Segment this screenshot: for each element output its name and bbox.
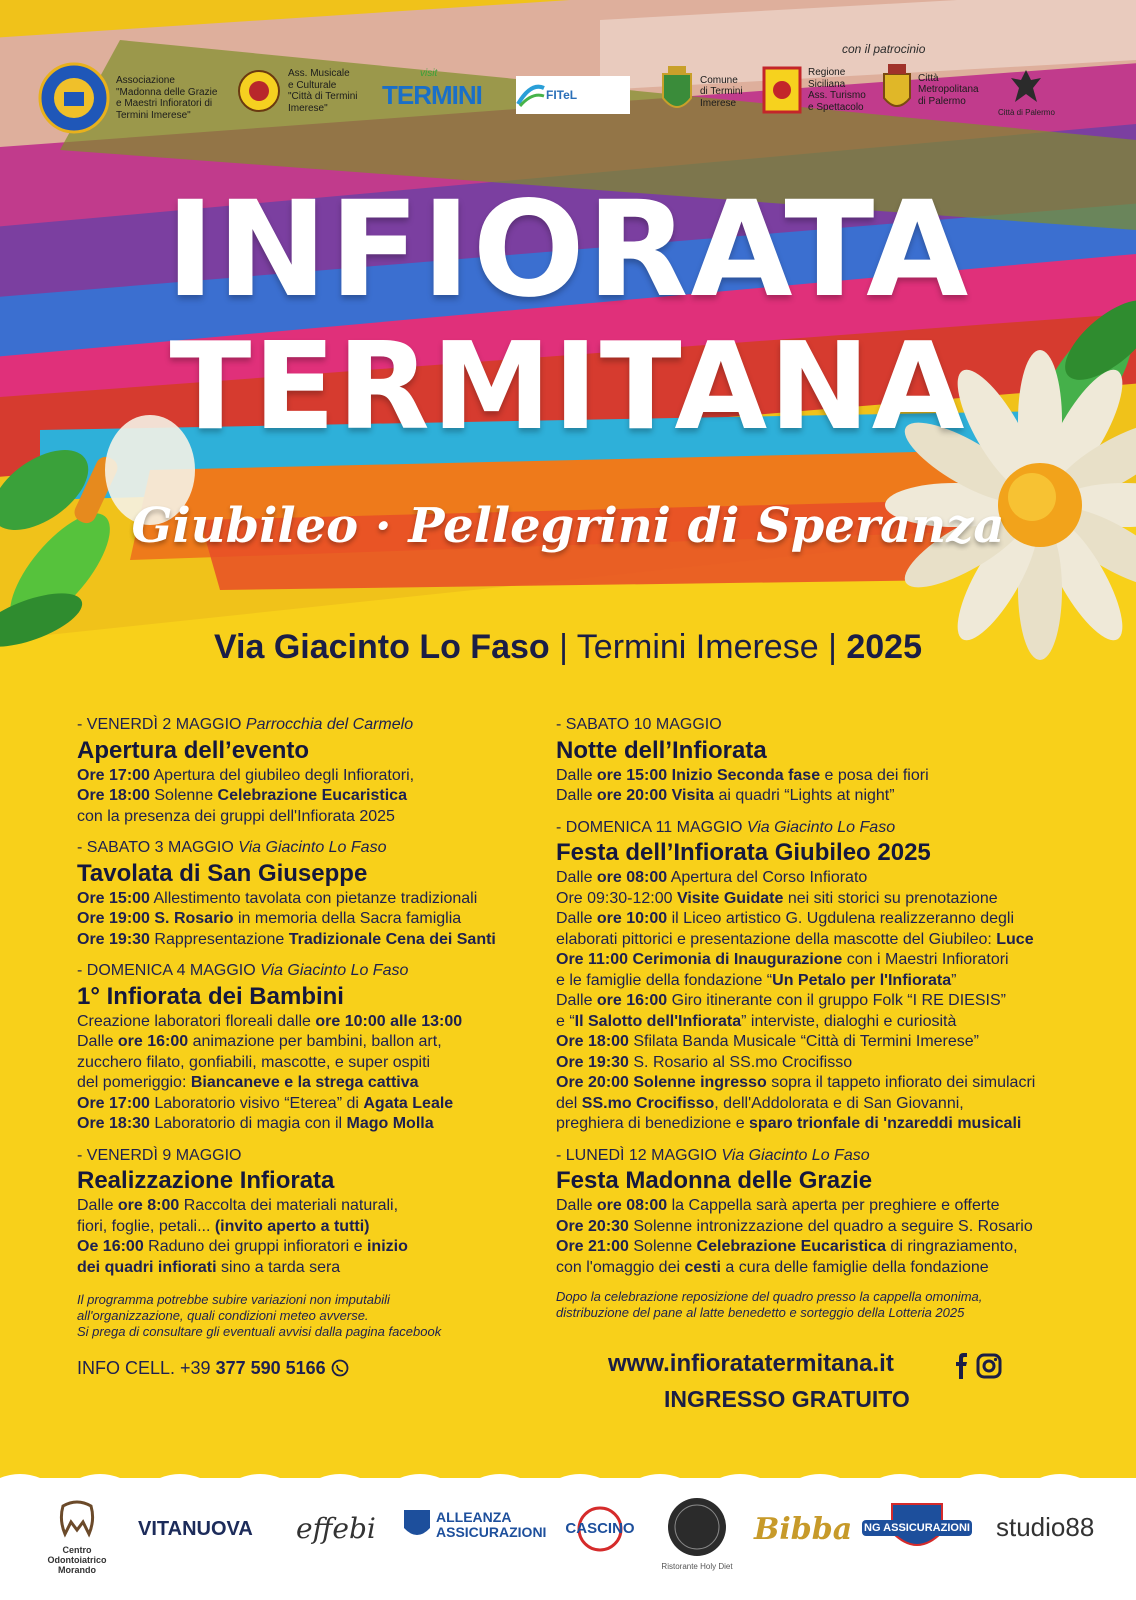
- sponsor-holy-diet: [661, 1496, 733, 1571]
- event-line-part: preghiera di benedizione e: [556, 1115, 750, 1132]
- program-column-right: [556, 715, 1096, 1321]
- event-title: Apertura dell’evento: [77, 736, 310, 764]
- sponsor-cascino: [560, 1506, 640, 1557]
- event-line-part: ore 08:00: [596, 1197, 668, 1214]
- patron-logo-palermo: [998, 66, 1055, 117]
- event-line-part: ore 15:00 Inizio Seconda fase: [596, 766, 821, 784]
- sponsor-effebi: effebi: [296, 1512, 376, 1545]
- event-line: [556, 786, 1096, 807]
- event-line-part: Giro itinerante con il gruppo Folk “I RE DIESIS”: [667, 992, 1006, 1009]
- event-line-part: e le famiglie della fondazione “: [556, 971, 773, 989]
- event-line-part: a cura delle famiglie della fondazione: [720, 1258, 989, 1276]
- event-line-part: Un Petalo per l'Infiorata: [772, 971, 952, 989]
- event-line: [77, 1053, 547, 1074]
- event-line-part: inizio: [366, 1238, 408, 1255]
- event-line-part: Raduno dei gruppi infioratori e: [143, 1238, 367, 1255]
- event-place: Via Giacinto Lo Faso: [721, 1146, 870, 1164]
- program-event: [556, 818, 1096, 1135]
- event-line-part: ore 10:00 alle 13:00: [315, 1012, 463, 1030]
- event-line: [556, 1114, 1096, 1135]
- event-line-part: zucchero filato, gonfiabili, mascotte, e super ospiti: [77, 1053, 431, 1071]
- event-line-part: ore 8:00: [117, 1197, 180, 1214]
- event-line-part: Dalle: [556, 910, 597, 927]
- event-line: [556, 766, 1096, 787]
- event-line-part: Mago Molla: [346, 1115, 434, 1132]
- event-day: [77, 1146, 547, 1167]
- metropolitan-name: Città Metropolitana di Palermo: [918, 72, 979, 107]
- association-emblem-icon: [38, 62, 110, 134]
- event-line-part: elaborati pittorici e presentazione della mascotte del Giubileo:: [556, 930, 997, 948]
- event-line-part: SS.mo Crocifisso: [581, 1094, 715, 1112]
- location-year: 2025: [846, 628, 922, 666]
- event-line-part: di ringraziamento,: [885, 1238, 1018, 1255]
- event-line-part: Dalle: [77, 1033, 118, 1050]
- event-line-part: il Liceo artistico G. Ugdulena realizzeranno degli: [667, 910, 1015, 927]
- event-line-part: Dalle: [556, 787, 597, 804]
- program-event: [77, 838, 547, 950]
- event-line: [77, 1237, 547, 1258]
- holy-diet-logo-icon: [666, 1496, 728, 1558]
- event-line-part: ” interviste, dialoghi e curiosità: [741, 1012, 957, 1030]
- event-line: [556, 1073, 1096, 1094]
- event-line-part: e “: [556, 1012, 575, 1030]
- sponsor-alleanza: [402, 1508, 547, 1542]
- event-title: Tavolata di San Giuseppe: [77, 859, 368, 887]
- event-line: [556, 868, 1096, 889]
- sponsor-strip: [0, 1478, 1136, 1600]
- event-line: [77, 1032, 547, 1053]
- event-line-part: S. Rosario al SS.mo Crocifisso: [628, 1053, 853, 1071]
- location-street: Via Giacinto Lo Faso: [213, 628, 550, 666]
- event-line-part: Ore 21:00: [556, 1238, 629, 1255]
- sponsor-studio88: studio88: [996, 1512, 1095, 1542]
- info-phone: [77, 1358, 547, 1379]
- event-line-part: sino a tarda sera: [216, 1258, 341, 1276]
- event-line: [556, 930, 1096, 951]
- website-link[interactable]: www.infioratatermitana.it: [608, 1350, 894, 1377]
- event-line-part: animazione per bambini, ballon art,: [188, 1033, 442, 1050]
- instagram-icon[interactable]: [976, 1353, 1002, 1379]
- event-line-part: Ore 11:00 Cerimonia di Inaugurazione: [556, 951, 843, 968]
- event-line-part: Solenne: [628, 1238, 697, 1255]
- program-event: [77, 1146, 547, 1279]
- event-line-part: Ore 18:00: [556, 1033, 629, 1050]
- comune-name: Comune di Termini Imerese: [700, 74, 743, 109]
- program-event: [77, 961, 547, 1135]
- metropolitan-crest-icon: [882, 64, 912, 116]
- sponsor-morando: [42, 1500, 112, 1575]
- event-line-part: ore 16:00: [596, 992, 668, 1009]
- event-line-part: Ore 19:30: [77, 930, 150, 948]
- event-line-part: Laboratorio visivo “Eterea” di: [149, 1094, 364, 1112]
- event-day: [556, 818, 1096, 839]
- closing-note: Dopo la celebrazione reposizione del quadro presso la cappella omonima, distribuzione del pane al latte benedetto e sorteggio della Lotteria 2025: [556, 1289, 983, 1320]
- program-event: [77, 715, 547, 827]
- event-line-part: con i Maestri Infioratori: [842, 951, 1009, 968]
- event-line: [77, 1073, 547, 1094]
- torn-edge-decoration: [0, 1470, 1136, 1484]
- event-line-part: ore 10:00: [596, 910, 668, 927]
- event-line-part: ore 08:00: [596, 869, 668, 886]
- event-line-part: del pomeriggio:: [77, 1074, 191, 1091]
- event-line-part: Solenne: [149, 787, 218, 804]
- event-line-part: sparo trionfale di 'nzareddi musicali: [749, 1115, 1022, 1132]
- separator-1: |: [559, 628, 577, 666]
- event-line: [556, 971, 1096, 992]
- event-line-part: Ore 20:00 Solenne ingresso: [556, 1074, 767, 1091]
- event-line-part: Celebrazione Eucaristica: [696, 1238, 886, 1255]
- event-line: [556, 950, 1096, 971]
- sponsor-ng-assicurazioni: [862, 1502, 972, 1563]
- event-line-part: Ore 20:30: [556, 1217, 629, 1235]
- event-day: [77, 838, 547, 859]
- event-line: [556, 1032, 1096, 1053]
- event-day: [77, 961, 547, 982]
- sponsor-alleanza-name: ALLEANZA ASSICURAZIONI: [436, 1509, 547, 1540]
- event-line: [77, 766, 547, 787]
- event-line-part: Ore 15:00: [77, 889, 150, 907]
- event-line-part: Ore 17:00: [77, 1094, 150, 1112]
- event-line-part: Apertura del giubileo degli Infioratori,: [149, 766, 415, 784]
- sponsor-bibba: Bibba: [754, 1512, 853, 1547]
- event-line-part: Apertura del Corso Infiorato: [667, 869, 868, 886]
- event-line: [77, 1217, 547, 1238]
- whatsapp-icon[interactable]: [331, 1359, 349, 1377]
- event-line: [77, 786, 547, 807]
- organizer-logo-visit-termini: [382, 68, 492, 112]
- event-line-part: Ore 09:30-12:00: [556, 889, 677, 907]
- event-line: [77, 1196, 547, 1217]
- event-line: [556, 991, 1096, 1012]
- event-line-part: Dalle: [77, 1197, 118, 1214]
- event-line-part: Ore 19:30: [556, 1053, 629, 1071]
- free-entry: INGRESSO GRATUITO: [664, 1386, 910, 1412]
- event-line-part: in memoria della Sacra famiglia: [233, 910, 462, 927]
- event-date: - VENERDÌ 2 MAGGIO: [77, 716, 242, 733]
- event-line-part: Dalle: [556, 869, 597, 886]
- event-date: - LUNEDÌ 12 MAGGIO: [556, 1146, 717, 1164]
- info-label: INFO CELL. +39: [77, 1358, 216, 1378]
- tooth-logo-icon: [57, 1500, 97, 1540]
- event-line: [556, 909, 1096, 930]
- event-line: [556, 1094, 1096, 1115]
- location-town: Termini Imerese: [576, 628, 819, 666]
- event-line: [556, 1258, 1096, 1279]
- event-title: 1° Infiorata dei Bambini: [77, 982, 344, 1010]
- event-line-part: Visite Guidate: [676, 889, 784, 907]
- event-line-part: ”: [951, 971, 957, 989]
- event-date: - SABATO 10 MAGGIO: [556, 716, 722, 733]
- event-line: [77, 909, 547, 930]
- event-line-part: (invito aperto a tutti): [214, 1217, 370, 1235]
- event-line-part: sopra il tappeto infiorato dei simulacri: [766, 1074, 1036, 1091]
- event-place: Parrocchia del Carmelo: [245, 716, 414, 733]
- event-line-part: dei quadri infiorati: [77, 1258, 217, 1276]
- location-line: [0, 628, 1136, 667]
- event-line-part: Biancaneve e la strega cattiva: [190, 1074, 419, 1091]
- event-line-part: Raccolta dei materiali naturali,: [179, 1197, 399, 1214]
- event-place: Via Giacinto Lo Faso: [238, 839, 387, 856]
- organizer-logo-fitel: [516, 76, 630, 114]
- sponsor-holy-diet-name: Ristorante Holy Diet: [661, 1562, 733, 1571]
- visit-termini-tagline: visit: [420, 68, 438, 79]
- fitel-name: FITeL: [546, 88, 578, 102]
- event-line-part: nei siti storici su prenotazione: [783, 889, 998, 907]
- event-line-part: Il Salotto dell'Infiorata: [574, 1012, 742, 1030]
- event-line-part: Luce: [996, 930, 1034, 948]
- event-line-part: ore 16:00: [117, 1033, 189, 1050]
- event-title: Festa dell’Infiorata Giubileo 2025: [556, 839, 931, 866]
- event-line: [77, 807, 547, 828]
- event-date: - DOMENICA 11 MAGGIO: [556, 818, 743, 836]
- logo-row: [30, 62, 1110, 142]
- event-line-part: Tradizionale Cena dei Santi: [288, 930, 496, 948]
- event-line-part: con la presenza dei gruppi dell'Infiorata 2025: [77, 807, 395, 825]
- facebook-icon[interactable]: [952, 1353, 972, 1379]
- event-place: Via Giacinto Lo Faso: [260, 962, 409, 979]
- event-line: [556, 889, 1096, 910]
- program-event: [556, 715, 1096, 807]
- event-line-part: Ore 19:00 S. Rosario: [77, 910, 234, 927]
- patronage-label: con il patrocinio: [842, 42, 926, 56]
- event-line: [556, 1217, 1096, 1238]
- event-line-part: Allestimento tavolata con pietanze tradizionali: [149, 889, 478, 907]
- visit-termini-logo: TERMINI: [382, 80, 482, 110]
- program-column-left: [77, 715, 547, 1379]
- separator-2: |: [828, 628, 847, 666]
- disclaimer-note: Il programma potrebbe subire variazioni non imputabili all'organizzazione, quali condizioni meteo avverse. Si prega di consultare gli eventuali avvisi dalla pagina facebook: [77, 1292, 442, 1339]
- event-line-part: Oe 16:00: [77, 1238, 144, 1255]
- event-line-part: ai quadri “Lights at night”: [714, 787, 895, 804]
- event-line-part: Ore 17:00: [77, 766, 150, 784]
- music-association-emblem-icon: [236, 68, 282, 114]
- event-line-part: Creazione laboratori floreali dalle: [77, 1012, 316, 1030]
- title-line-2: TERMITANA: [169, 318, 967, 457]
- comune-crest-icon: [660, 66, 694, 118]
- sponsor-morando-name: Centro Odontoiatrico Morando: [47, 1545, 107, 1575]
- fitel-swoosh-icon: [516, 80, 546, 110]
- event-line-part: Dalle: [556, 1197, 597, 1214]
- program-event: [556, 1146, 1096, 1279]
- event-line: [77, 930, 547, 951]
- event-line-part: e posa dei fiori: [820, 766, 929, 784]
- association-name: Associazione "Madonna delle Grazie e Maestri Infioratori di Termini Imerese": [116, 75, 218, 121]
- sponsor-ng-name: NG ASSICURAZIONI: [864, 1522, 970, 1534]
- event-line: [556, 1196, 1096, 1217]
- event-line-part: la Cappella sarà aperta per preghiere e offerte: [667, 1197, 1000, 1214]
- patron-logo-comune: [660, 66, 743, 118]
- event-line: [556, 1053, 1096, 1074]
- subtitle: Giubileo · Pellegrini di Speranza: [131, 498, 1005, 554]
- event-day: [77, 715, 547, 736]
- event-title: Notte dell’Infiorata: [556, 736, 767, 764]
- event-line-part: Dalle: [556, 992, 597, 1009]
- event-line: [77, 889, 547, 910]
- event-line-part: cesti: [684, 1258, 721, 1276]
- event-place: Via Giacinto Lo Faso: [746, 818, 896, 836]
- event-line-part: fiori, foglie, petali...: [77, 1217, 215, 1235]
- title-line-1: INFIORATA: [165, 173, 971, 327]
- event-line: [556, 1012, 1096, 1033]
- organizer-logo-music-association: [236, 68, 358, 114]
- event-line-part: Sfilata Banda Musicale “Città di Termini Imerese”: [628, 1033, 979, 1050]
- event-line-part: ore 20:00 Visita: [596, 787, 715, 804]
- event-title: Festa Madonna delle Grazie: [556, 1167, 873, 1194]
- music-association-name: Ass. Musicale e Culturale "Città di Termini Imerese": [288, 68, 358, 114]
- event-line-part: Dalle: [556, 766, 597, 784]
- sponsor-vitanuova: VITANUOVA: [138, 1518, 253, 1540]
- sponsor-cascino-name: CASCINO: [565, 1520, 635, 1537]
- event-line: [556, 1237, 1096, 1258]
- palermo-name: Città di Palermo: [998, 108, 1055, 117]
- alleanza-shield-icon: [402, 1508, 432, 1542]
- event-date: - VENERDÌ 9 MAGGIO: [77, 1146, 242, 1164]
- event-line: [77, 1258, 547, 1279]
- event-date: - DOMENICA 4 MAGGIO: [77, 962, 256, 979]
- event-line: [77, 1114, 547, 1135]
- event-line-part: , dell'Addolorata e di San Giovanni,: [714, 1094, 964, 1112]
- event-line-part: del: [556, 1094, 582, 1112]
- palermo-eagle-icon: [1009, 66, 1043, 108]
- event-line-part: Solenne intronizzazione del quadro a seguire S. Rosario: [628, 1217, 1033, 1235]
- event-date: - SABATO 3 MAGGIO: [77, 839, 234, 856]
- organizer-logo-association: [38, 62, 217, 134]
- event-line-part: Ore 18:00: [77, 787, 150, 804]
- regione-trinacria-icon: [762, 66, 802, 114]
- event-line-part: Celebrazione Eucaristica: [217, 787, 407, 804]
- info-phone-number[interactable]: 377 590 5166: [215, 1358, 326, 1378]
- event-day: [556, 715, 1096, 736]
- event-day: [556, 1146, 1096, 1167]
- event-line: [77, 1094, 547, 1115]
- event-line-part: Ore 18:30: [77, 1115, 150, 1132]
- patron-logo-metropolitan: [882, 64, 979, 116]
- event-line: [77, 1012, 547, 1033]
- event-line-part: Laboratorio di magia con il: [149, 1115, 347, 1132]
- event-line-part: Rappresentazione: [149, 930, 289, 948]
- patron-logo-regione: [762, 66, 866, 114]
- event-title: Realizzazione Infiorata: [77, 1167, 335, 1194]
- event-line-part: con l'omaggio dei: [556, 1258, 685, 1276]
- regione-name: Regione Siciliana Ass. Turismo e Spettacolo: [808, 67, 866, 113]
- event-line-part: Agata Leale: [363, 1094, 454, 1112]
